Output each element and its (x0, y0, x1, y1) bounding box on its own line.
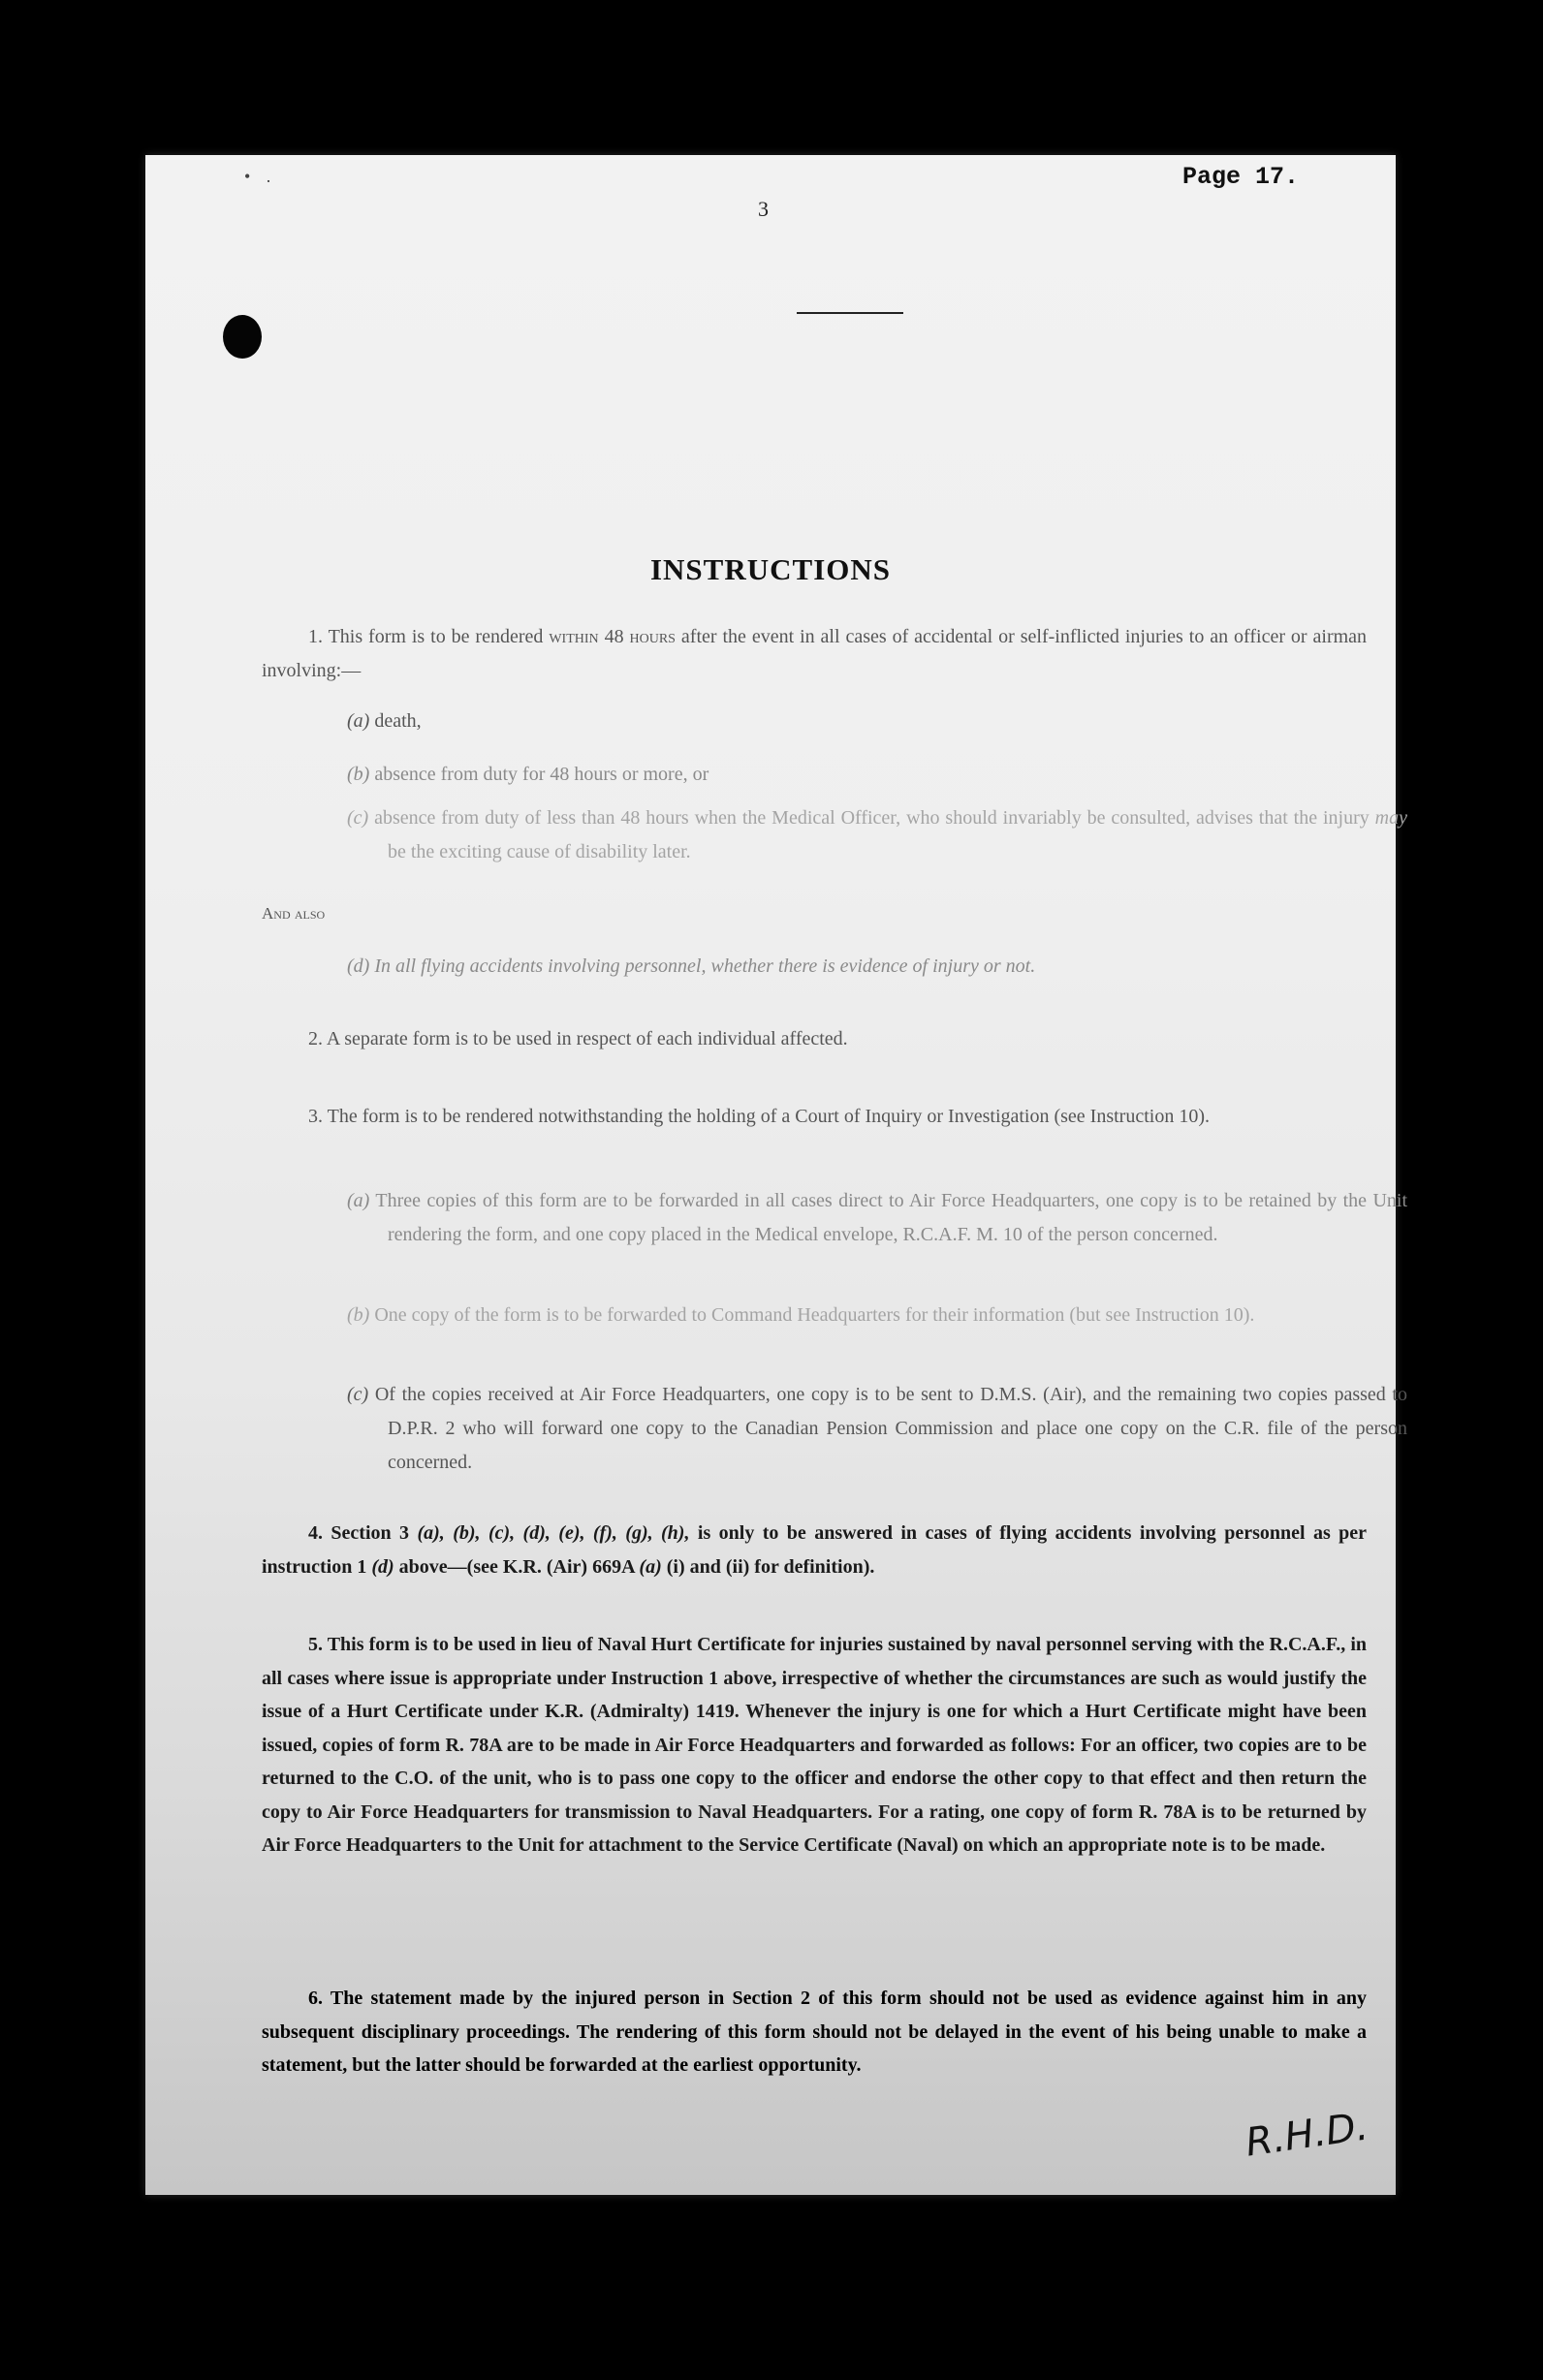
instruction-text: after the event in all cases of accidental or self-inflicted injuries to an officer or airman involving:— (262, 626, 1368, 681)
instruction-number: 5. (308, 1634, 323, 1655)
item-text: absence from duty for 48 hours or more, or (374, 764, 709, 785)
instruction-text: (d) (371, 1556, 394, 1578)
instruction-text: This form is to be used in lieu of Naval Hurt Certificate for injuries sustained by naval personnel serving with the R.C.A.F., in all cases where issue is appropriate under Instruction 1 above, irrespective of whether the circumstances are such as would justify the issue of a Hurt Certificate under K.R. (Admiralty) 1419. Whenever the injury is one for which a Hurt Certificate might have been issued, copies of form R. 78A are to be made in Air Force Headquarters and forwarded as follows: For an officer, two copies are to be returned to the C.O. of the unit, who is to pass one copy to the officer and endorse the other copy to that effect and then return the copy to Air Force Headquarters for transmission to Naval Headquarters. For a rating, one copy of form R. 78A is to be returned by Air Force Headquarters to the Unit for attachment to the Service Certificate (Naval) on which an appropriate note is to be made. (262, 1634, 1367, 1856)
item-label: (d) (347, 955, 370, 977)
item-label: (c) (347, 1384, 369, 1405)
page-label: Page 17. (1182, 163, 1300, 191)
item-1b (347, 758, 1367, 792)
instruction-6 (262, 1982, 1367, 2082)
page-number: 3 (758, 197, 769, 221)
instruction-3 (262, 1100, 1367, 1134)
instruction-text: This form is to be rendered (328, 626, 544, 647)
item-text: absence from duty of less than 48 hours when the Medical Officer, who should invariably be consulted, advises that the injury (374, 807, 1370, 829)
divider-rule (797, 312, 903, 314)
item-label: (a) (347, 1190, 370, 1211)
item-3c (347, 1378, 1407, 1480)
item-text: death, (374, 710, 422, 732)
instruction-number: 1. (308, 626, 323, 647)
instruction-5 (262, 1628, 1367, 1863)
item-label: (b) (347, 1304, 370, 1326)
instruction-text: The form is to be rendered notwithstanding the holding of a Court of Inquiry or Investigation (see Instruction 10). (327, 1106, 1210, 1127)
instruction-number: 6. (308, 1988, 323, 2009)
item-label: (a) (347, 710, 370, 732)
item-text: Three copies of this form are to be forwarded in all cases direct to Air Force Headquarters, one copy is to be retained by the Unit rendering the form, and one copy placed in the Medical envelope, R.C.A.F. M. 10 of the person concerned. (375, 1190, 1408, 1245)
instruction-text: Section 3 (331, 1522, 410, 1544)
instruction-text: 48 (604, 626, 624, 647)
instruction-2 (262, 1022, 1367, 1056)
item-3a (347, 1184, 1407, 1252)
emphasis-hours: hours (629, 626, 676, 647)
instruction-text: (a) (639, 1556, 662, 1578)
instruction-4 (262, 1517, 1367, 1584)
item-text: Of the copies received at Air Force Headquarters, one copy is to be sent to D.M.S. (Air), and the remaining two copies passed to D.P.R. 2 who will forward one copy to the Canadian Pension Commission and place one copy on the C.R. file of the person concerned. (374, 1384, 1407, 1473)
instruction-text: The statement made by the injured person in Section 2 of this form should not be used as evidence against him in any subsequent disciplinary proceedings. The rendering of this form should not be delayed in the event of his being unable to make a statement, but the latter should be forwarded at the earliest opportunity. (262, 1988, 1368, 2076)
item-1a (347, 705, 1367, 738)
instruction-text: A separate form is to be used in respect of each individual affected. (326, 1028, 848, 1049)
instruction-text: (i) and (ii) for definition). (666, 1556, 875, 1578)
punch-hole (223, 315, 262, 359)
instruction-text: (a), (b), (c), (d), (e), (f), (g), (h), (417, 1522, 690, 1544)
instruction-number: 2. (308, 1028, 323, 1049)
and-also-heading: And also (262, 904, 326, 923)
item-text: One copy of the form is to be forwarded to Command Headquarters for their information (but see Instruction 10). (374, 1304, 1255, 1326)
item-3b (347, 1299, 1407, 1332)
item-label: (b) (347, 764, 370, 785)
instruction-text: is only to be answered in cases of flying accidents involving personnel as per instruction 1 (262, 1522, 1368, 1578)
instruction-number: 3. (308, 1106, 323, 1127)
item-1c (347, 801, 1407, 869)
instruction-number: 4. (308, 1522, 323, 1544)
document-page (145, 155, 1408, 2195)
item-text: be the exciting cause of disability later. (388, 841, 691, 862)
emphasis-within: within (549, 626, 599, 647)
margin-specks: • . (244, 167, 277, 186)
item-text: may (1374, 807, 1407, 829)
item-label: (c) (347, 807, 369, 829)
initials-signature: R.H.D. (1243, 2104, 1371, 2166)
instruction-text: above—(see K.R. (Air) 669A (398, 1556, 635, 1578)
item-text: In all flying accidents involving personnel, whether there is evidence of injury or not. (374, 955, 1036, 977)
page-title: INSTRUCTIONS (649, 552, 891, 586)
item-1d (347, 950, 1367, 984)
instruction-1 (262, 620, 1367, 688)
